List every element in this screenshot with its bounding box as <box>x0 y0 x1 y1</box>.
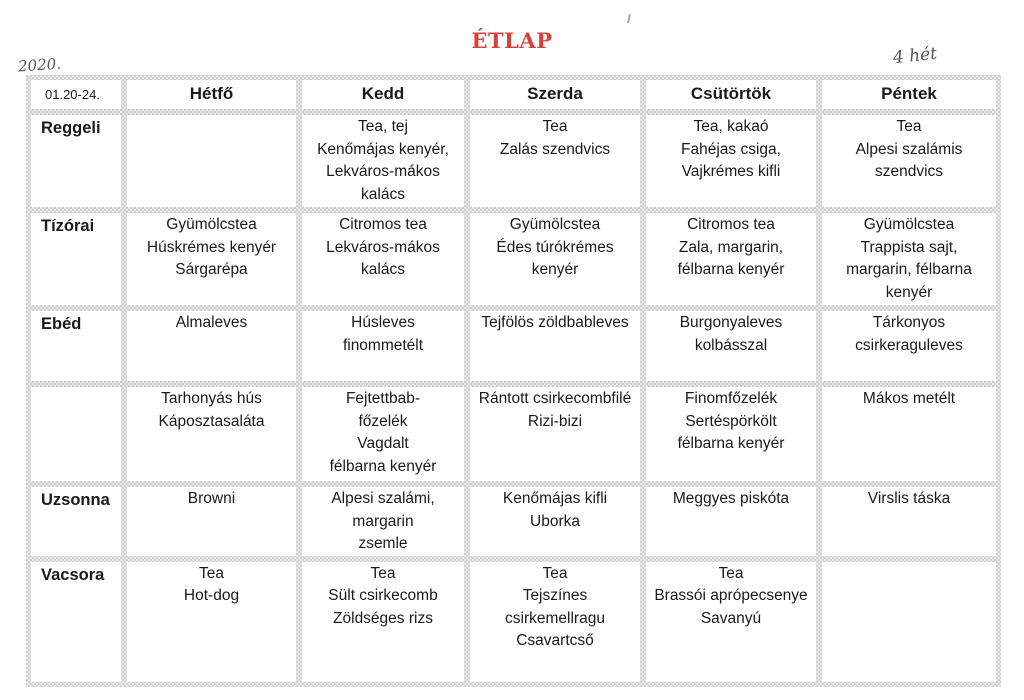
meal-label: Vacsora <box>28 559 124 685</box>
menu-cell <box>467 210 643 308</box>
menu-item-line: Tea <box>896 118 922 135</box>
menu-item-line: főzelék <box>358 412 408 430</box>
menu-item-line: Zala, margarin, <box>678 238 784 256</box>
menu-item-line: Tea, kakaó <box>693 118 769 135</box>
menu-item-line: Édes túrókrémes <box>496 238 614 256</box>
meal-row <box>28 384 999 484</box>
menu-item-line: Uborka <box>530 512 580 530</box>
menu-cell <box>124 384 299 484</box>
menu-item-line: Browni <box>187 490 236 507</box>
menu-item-line: Kenőmájas kifli <box>502 490 608 507</box>
meal-label: Uzsonna <box>28 484 124 559</box>
menu-item-line: Sült csirkecomb <box>328 587 438 604</box>
scan-artifact <box>627 14 631 23</box>
day-header: Szerda <box>467 77 643 112</box>
meal-row <box>28 484 999 559</box>
menu-item-line: Zöldséges rizs <box>333 609 433 627</box>
menu-item-line: Tea <box>718 564 744 582</box>
menu-item-line: margarin <box>352 512 414 530</box>
menu-cell <box>124 308 299 384</box>
menu-item-line: Csavartcső <box>516 632 594 649</box>
menu-item-line: zsemle <box>358 535 408 552</box>
handwritten-year-note: 2020. <box>17 54 62 76</box>
meal-label: Ebéd <box>28 308 124 384</box>
menu-item-line: Mákos metélt <box>862 390 956 407</box>
menu-item-line: Gyümölcstea <box>509 216 601 233</box>
menu-cell <box>299 384 467 484</box>
menu-item-line: Vajkrémes kifli <box>681 163 781 180</box>
menu-item-line: Citromos tea <box>687 216 775 233</box>
menu-cell <box>299 210 467 308</box>
menu-item-line: Virslis táska <box>867 490 951 507</box>
menu-item-line: Húskrémes kenyér <box>146 238 277 256</box>
menu-cell <box>299 112 467 210</box>
menu-cell <box>643 308 819 384</box>
menu-item-line: félbarna kenyér <box>677 261 785 278</box>
menu-cell <box>819 484 999 559</box>
menu-item-line: Tejszínes <box>522 587 588 604</box>
menu-cell <box>299 308 467 384</box>
menu-item-line: Gyümölcstea <box>863 216 955 233</box>
menu-item-line: Alpesi szalámis <box>855 140 963 158</box>
menu-item-line: félbarna kenyér <box>329 457 437 475</box>
menu-item-line: kolbásszal <box>694 336 768 354</box>
menu-item-line: Tejfölös zöldbableves <box>481 314 629 331</box>
menu-item-line: Tea <box>370 564 396 582</box>
day-header: Péntek <box>819 77 999 112</box>
page-title: ÉTLAP <box>471 28 553 53</box>
menu-cell <box>819 210 999 308</box>
menu-item-line: Trappista sajt, <box>860 238 958 256</box>
meal-row <box>28 308 999 384</box>
menu-item-line: Vagdalt <box>357 435 409 452</box>
menu-item-line: margarin, félbarna <box>846 261 972 278</box>
menu-item-line: kenyér <box>885 283 933 301</box>
menu-cell <box>467 484 643 559</box>
menu-item-line: Brassói aprópecsenye <box>654 587 808 604</box>
meal-label: Tízórai <box>28 210 124 308</box>
menu-item-line: Lekváros-mákos <box>326 238 440 256</box>
menu-item-line: Burgonyaleves <box>679 314 783 331</box>
menu-item-line: Alpesi szalámi, <box>331 490 435 507</box>
menu-item-line: Tea <box>542 118 568 135</box>
menu-item-line: Sertéspörkölt <box>685 412 777 430</box>
menu-item-line: Savanyú <box>700 609 762 627</box>
menu-cell <box>124 559 299 685</box>
menu-item-line: Tárkonyos <box>872 314 946 331</box>
menu-item-line: csirkeraguleves <box>855 336 963 354</box>
menu-item-line: Húsleves <box>351 314 415 331</box>
menu-item-line: finommetélt <box>342 336 424 354</box>
menu-item-line: Tea <box>542 564 568 582</box>
menu-item-line: kalács <box>361 261 405 278</box>
menu-item-line: Lekváros-mákos <box>326 163 440 180</box>
menu-item-line: Almaleves <box>175 314 248 331</box>
menu-cell <box>299 484 467 559</box>
menu-item-line: szendvics <box>874 163 944 180</box>
menu-cell <box>819 559 999 685</box>
menu-cell <box>467 384 643 484</box>
menu-item-line: Tarhonyás hús <box>161 390 262 407</box>
menu-cell <box>124 484 299 559</box>
date-range: 01.20-24. <box>28 77 124 112</box>
menu-cell <box>643 210 819 308</box>
menu-item-line: félbarna kenyér <box>677 435 785 452</box>
menu-cell <box>819 112 999 210</box>
menu-item-line: Finomfőzelék <box>684 390 778 407</box>
meal-label: Reggeli <box>28 112 124 210</box>
menu-cell <box>643 559 819 685</box>
day-header: Hétfő <box>124 77 299 112</box>
header-row <box>28 77 999 112</box>
menu-cell <box>467 308 643 384</box>
menu-item-line: Citromos tea <box>339 216 427 233</box>
menu-item-line: Fahéjas csiga, <box>681 140 781 158</box>
menu-item-line: Rizi-bizi <box>527 412 583 430</box>
menu-cell <box>643 112 819 210</box>
menu-item-line: Tea <box>199 564 224 582</box>
menu-item-line: kenyér <box>531 261 579 278</box>
menu-cell <box>643 484 819 559</box>
menu-item-line: Rántott csirkecombfilé <box>478 390 632 407</box>
menu-table <box>26 75 1001 687</box>
menu-item-line: Gyümölcstea <box>166 216 257 233</box>
menu-item-line: Kenőmájas kenyér, <box>317 140 449 158</box>
menu-item-line: Káposztasaláta <box>158 412 265 430</box>
menu-item-line: csirkemellragu <box>505 609 605 627</box>
menu-cell <box>819 384 999 484</box>
menu-cell <box>124 210 299 308</box>
menu-item-line: Sárgarépa <box>175 261 248 278</box>
menu-cell <box>124 112 299 210</box>
menu-cell <box>299 559 467 685</box>
menu-item-line: Fejtettbab- <box>345 390 421 407</box>
handwritten-week-note: 4 hét <box>892 43 938 69</box>
menu-cell <box>643 384 819 484</box>
day-header: Kedd <box>299 77 467 112</box>
menu-item-line: Meggyes piskóta <box>672 490 790 507</box>
menu-item-line: kalács <box>361 185 405 203</box>
meal-row <box>28 112 999 210</box>
meal-row <box>28 559 999 685</box>
menu-item-line: Hot-dog <box>183 587 240 604</box>
meal-row <box>28 210 999 308</box>
menu-cell <box>467 112 643 210</box>
meal-label <box>28 384 124 484</box>
menu-item-line: Tea, tej <box>358 118 408 135</box>
menu-cell <box>467 559 643 685</box>
menu-item-line: Zalás szendvics <box>499 140 611 158</box>
menu-cell <box>819 308 999 384</box>
day-header: Csütörtök <box>643 77 819 112</box>
